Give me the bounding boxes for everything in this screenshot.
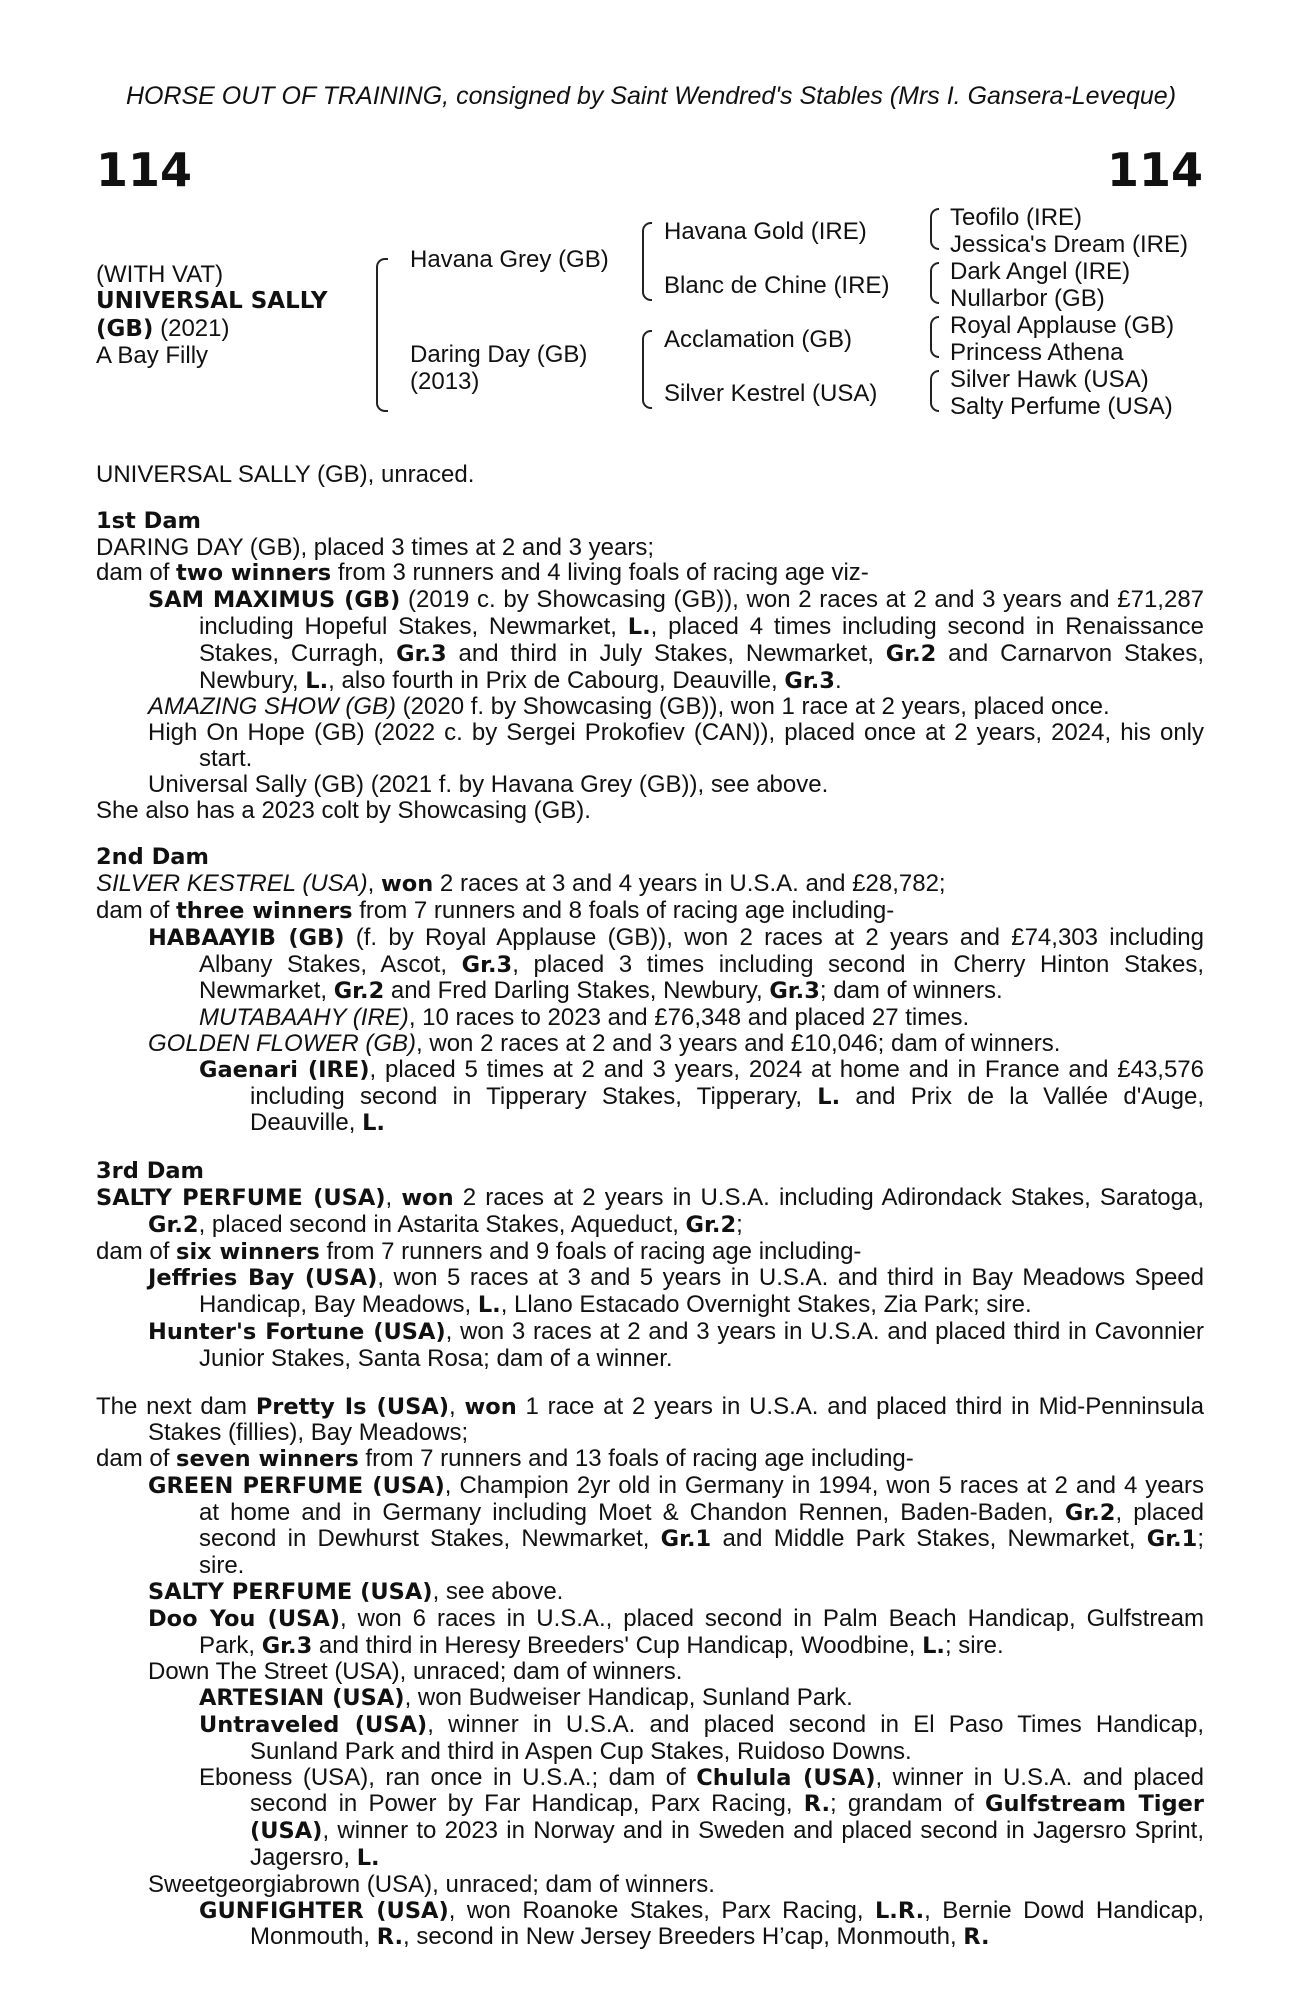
entry-amazing-show: AMAZING SHOW (GB) (2020 f. by Showcasing (GB)), won 1 race at 2 years, placed once.: [148, 693, 1110, 721]
colt-note: She also has a 2023 colt by Showcasing (GB).: [96, 796, 591, 824]
dam1-heading: 1st Dam: [96, 507, 201, 534]
dam1-summary: DARING DAY (GB), placed 3 times at 2 and 3 years;: [96, 533, 654, 561]
brace-parents: [376, 258, 388, 412]
horse-country-year: [96, 315, 229, 343]
entry-habaayib: HABAAYIB (GB) (f. by Royal Applause (GB)), won 2 races at 2 years and £74,303 including Albany Stakes, Ascot, Gr.3, placed 3 times including second in Cherry Hinton Stakes, Newmarket, Gr.2 and Fred Darling Stakes, Newbury, Gr.3; dam of winners.: [148, 923, 1204, 1005]
intro-line: UNIVERSAL SALLY (GB), unraced.: [96, 461, 475, 488]
next-dam-summary: The next dam Pretty Is (USA), won 1 race at 2 years in U.S.A. and placed third in Mid-Penninsula Stakes (fillies), Bay Meadows;: [96, 1392, 1204, 1447]
horse-description: A Bay Filly: [96, 342, 209, 369]
brace-g56: [930, 316, 939, 358]
entry-universal-sally: Universal Sally (GB) (2021 f. by Havana Grey (GB)), see above.: [148, 770, 829, 798]
sire-dam: Blanc de Chine (IRE): [664, 272, 890, 299]
entry-artesian: ARTESIAN (USA), won Budweiser Handicap, Sunland Park.: [199, 1684, 853, 1712]
grandparent-7: Silver Hawk (USA): [950, 366, 1149, 393]
dam: Daring Day (GB): [410, 341, 588, 368]
grandparent-5: Royal Applause (GB): [950, 312, 1175, 339]
brace-g78: [930, 370, 939, 412]
brace-dam: [642, 330, 652, 409]
consignment-header: HORSE OUT OF TRAINING, consigned by Saint Wendred's Stables (Mrs I. Gansera-Leveque): [125, 82, 1177, 110]
grandparent-6: Princess Athena: [950, 339, 1124, 366]
brace-g34: [930, 262, 939, 304]
grandparent-4: Nullarbor (GB): [950, 285, 1105, 312]
dam2-produce-line: dam of three winners from 7 runners and 8 foals of racing age including-: [96, 896, 895, 924]
vat-note: (WITH VAT): [96, 261, 224, 288]
dam3-heading: 3rd Dam: [96, 1158, 204, 1185]
grandparent-3: Dark Angel (IRE): [950, 258, 1131, 285]
entry-down-the-street: Down The Street (USA), unraced; dam of winners.: [148, 1658, 683, 1686]
sire-sire: Havana Gold (IRE): [664, 218, 867, 245]
grandparent-2: Jessica's Dream (IRE): [950, 231, 1188, 258]
dam-sire: Acclamation (GB): [664, 326, 853, 353]
entry-gunfighter: GUNFIGHTER (USA), won Roanoke Stakes, Parx Racing, L.R., Bernie Dowd Handicap, Monmouth, R., second in New Jersey Breeders H’cap, Monmouth, R.: [199, 1896, 1204, 1951]
family-notes: [96, 462, 1204, 1951]
brace-sire: [642, 222, 652, 301]
entry-mutabaahy: MUTABAAHY (IRE), 10 races to 2023 and £76,348 and placed 27 times.: [199, 1004, 970, 1032]
entry-salty-perfume: SALTY PERFUME (USA), see above.: [148, 1578, 564, 1606]
entry-eboness: Eboness (USA), ran once in U.S.A.; dam of Chulula (USA), winner in U.S.A. and placed second in Power by Far Handicap, Parx Racing, R.; grandam of Gulfstream Tiger (USA), winner to 2023 in Norway and in Sweden and placed second in Jagersro Sprint, Jagersro, L.: [199, 1763, 1204, 1872]
sire: Havana Grey (GB): [410, 246, 609, 273]
dam1-produce-line: dam of two winners from 3 runners and 4 living foals of racing age viz-: [96, 559, 869, 587]
entry-golden-flower: GOLDEN FLOWER (GB), won 2 races at 2 and 3 years and £10,046; dam of winners.: [148, 1029, 1061, 1057]
entry-gaenari: Gaenari (IRE), placed 5 times at 2 and 3 years, 2024 at home and in France and £43,576 including second in Tipperary Stakes, Tipperary, L. and Prix de la Vallée d'Auge, Deauville, L.: [199, 1055, 1205, 1137]
grandparent-8: Salty Perfume (USA): [950, 393, 1173, 420]
entry-untraveled: Untraveled (USA), winner in U.S.A. and placed second in El Paso Times Handicap, Sunland Park and third in Aspen Cup Stakes, Ruidoso Downs.: [199, 1711, 1205, 1765]
entry-sam-maximus: SAM MAXIMUS (GB) (2019 c. by Showcasing (GB)), won 2 races at 2 and 3 years and £71,287 including Hopeful Stakes, Newmarket, L., placed 4 times including second in Renaissance Stakes, Curragh, Gr.3 and third in July Stakes, Newmarket, Gr.2 and Carnarvon Stakes, Newbury, L., also fourth in Prix de Cabourg, Deauville, Gr.3.: [148, 586, 1205, 694]
horse-name: UNIVERSAL SALLY: [96, 288, 328, 314]
dam-year: (2013): [410, 368, 480, 395]
lot-number-left: 114: [96, 143, 193, 197]
dam-dam: Silver Kestrel (USA): [664, 380, 878, 407]
entry-doo-you: Doo You (USA), won 6 races in U.S.A., placed second in Palm Beach Handicap, Gulfstream Park, Gr.3 and third in Heresy Breeders' Cup Handicap, Woodbine, L.; sire.: [148, 1604, 1204, 1659]
entry-jeffries-bay: Jeffries Bay (USA), won 5 races at 3 and 5 years in U.S.A. and third in Bay Meadows Speed Handicap, Bay Meadows, L., Llano Estacado Overnight Stakes, Zia Park; sire.: [148, 1264, 1204, 1319]
entry-hunters-fortune: Hunter's Fortune (USA), won 3 races at 2 and 3 years in U.S.A. and placed third in Cavonnier Junior Stakes, Santa Rosa; dam of a winner.: [148, 1317, 1204, 1372]
next-dam-produce-line: dam of seven winners from 7 runners and 13 foals of racing age including-: [96, 1445, 914, 1473]
dam3-summary: SALTY PERFUME (USA), won 2 races at 2 years in U.S.A. including Adirondack Stakes, Saratoga, Gr.2, placed second in Astarita Stakes, Aqueduct, Gr.2;: [96, 1183, 1204, 1238]
entry-green-perfume: GREEN PERFUME (USA), Champion 2yr old in Germany in 1994, won 5 races at 2 and 4 years at home and in Germany including Moet & Chandon Rennen, Baden-Baden, Gr.2, placed second in Dewhurst Stakes, Newmarket, Gr.1 and Middle Park Stakes, Newmarket, Gr.1; sire.: [148, 1471, 1204, 1580]
grandparent-1: Teofilo (IRE): [950, 204, 1083, 231]
entry-high-on-hope: High On Hope (GB) (2022 c. by Sergei Prokofiev (CAN)), placed once at 2 years, 2024, his only start.: [148, 719, 1204, 772]
horse-year: (2021): [160, 315, 230, 342]
dam3-produce-line: dam of six winners from 7 runners and 9 foals of racing age including-: [96, 1237, 862, 1265]
horse-country: (GB): [96, 316, 154, 342]
dam2-summary: SILVER KESTREL (USA), won 2 races at 3 and 4 years in U.S.A. and £28,782;: [96, 870, 946, 898]
entry-sweetgeorgiabrown: Sweetgeorgiabrown (USA), unraced; dam of winners.: [148, 1870, 715, 1898]
brace-g12: [930, 208, 939, 250]
dam2-heading: 2nd Dam: [96, 844, 209, 871]
lot-number-right: 114: [1106, 143, 1203, 197]
